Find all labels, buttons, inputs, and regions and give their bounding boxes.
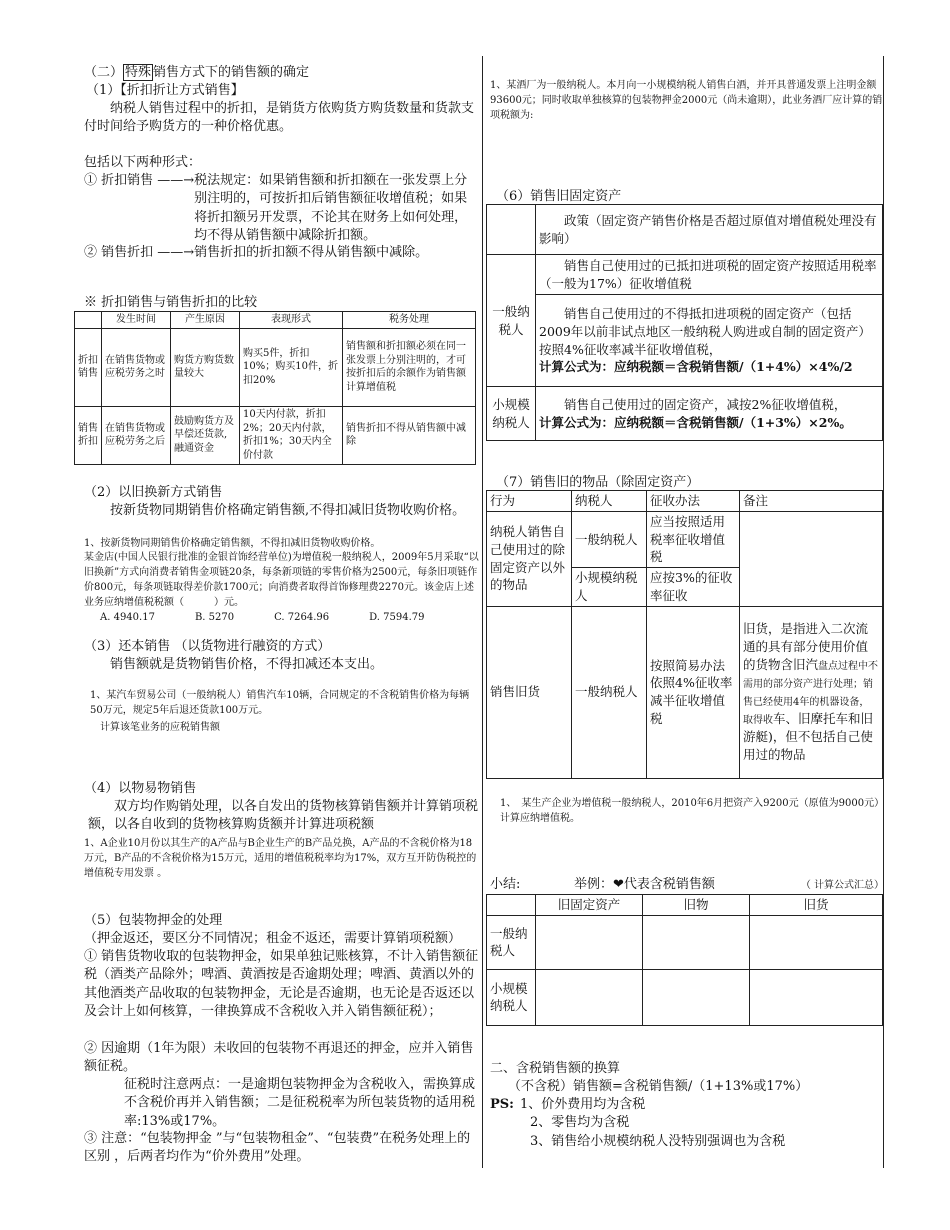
list-item: 3、销售给小规模纳税人没特别强调也为含税 <box>530 1133 786 1149</box>
table-header: 旧货 <box>750 895 883 916</box>
table-cell <box>536 915 643 969</box>
packaging-note: 征税时注意两点：一是逾期包装物押金为含税收入，需换算成不含税价再并入销售额；二是征税税率为所包装货物的适用税率:13%或17%。 <box>124 1077 476 1129</box>
table-row <box>487 895 883 916</box>
note-text-a: 旧货，是指进入二次流通的具有部分使用价值的货物含旧汽 <box>743 621 869 672</box>
ps-label: PS: <box>490 1097 514 1112</box>
example-options <box>100 610 460 625</box>
table-header: 税务处理 <box>343 312 476 329</box>
action-cell: 销售旧货 <box>487 606 572 778</box>
example-trade-in-rule: 1、按新货物同期销售价格确定销售额，不得扣减旧货物收购价格。 <box>84 538 381 549</box>
small-rule-formula: 计算公式为：应纳税额＝含税销售额/（1+3%）×2%。 <box>539 414 852 430</box>
highlight-box: 特殊 <box>125 65 152 80</box>
option-b: B. 5270 <box>194 612 235 623</box>
table-row <box>487 915 883 969</box>
table-row <box>75 328 476 406</box>
packaging-intro: （押金返还，要区分不同情况；租金不返还，需要计算销项税额） <box>84 931 462 946</box>
table-cell: 销售折扣不得从销售额中减除 <box>343 406 476 464</box>
small-rule-cell <box>536 387 883 441</box>
table-cell: 销售额和折扣额必须在同一张发票上分别注明的，才可按折扣后的余额作为销售额计算增值税 <box>343 328 476 406</box>
old-fixed-assets-title: （6）销售旧固定资产 <box>496 189 622 204</box>
table-cell: 购买5件，折扣10%；购买10件，折扣20% <box>240 328 343 406</box>
note-cell <box>740 511 883 606</box>
method-cell: 应当按照适用税率征收增值税 <box>647 511 740 567</box>
old-goods-title: （7）销售旧的物品（除固定资产） <box>496 475 700 490</box>
conversion-formula: （不含税）销售额=含税销售额/（1+13%或17%） <box>508 1079 809 1094</box>
example-barter: 1、A企业10月份以其生产的A产品与B企业生产的B产品兑换，A产品的不含税价格为18万元，B产品的不含税价格为15万元，适用的增值税税率均为17%，双方互开防伪税控的增值税专用发票 。 <box>84 838 477 879</box>
action-cell: 纳税人销售自己使用过的除固定资产以外的物品 <box>487 511 572 606</box>
table-header: 行为 <box>487 491 572 512</box>
table-row <box>487 969 883 1025</box>
discount-title: （1）【折扣折让方式销售】 <box>86 83 244 98</box>
payer-cell: 小规模纳税人 <box>572 568 647 607</box>
column-divider-left <box>482 56 483 1168</box>
barter-desc: 双方均作购销处理，以各自发出的货物核算销售额并计算销项税额，以各自收到的货物核算购货额并计算进项税额 <box>88 799 479 833</box>
table-row <box>487 255 883 295</box>
list-item: 2、零售均为含税 <box>530 1115 630 1131</box>
table-header: 发生时间 <box>102 312 171 329</box>
table-cell: 在销售货物或应税劳务之时 <box>102 328 171 406</box>
general-rule-2-cell <box>536 295 883 387</box>
table-cell: 购货方购货数量较大 <box>171 328 240 406</box>
table-row <box>487 491 883 512</box>
item-sales-discount: ② 销售折扣 ——→ 销售折扣的折扣额不得从销售额中减除。 <box>84 245 429 260</box>
option-d: D. 7594.79 <box>369 612 425 623</box>
example-trade-in: 某金店(中国人民银行批准的金银首饰经营单位)为增值税一般纳税人，2009年5月采取“以旧换新”方式向消费者销售金项链20条，每条新项链的零售价格为2500元，每条旧项链作价800元，每条项链取得差价款1700元；向消费者取得首饰修理费2270元。该金店上述业务应纳增值税税额（ ）元。 <box>84 552 479 608</box>
table-cell: 鼓励购货方及早偿还货款,融通资金 <box>171 406 240 464</box>
table-cell <box>750 969 883 1025</box>
item-discount-sale: ① 折扣销售 ——→ 税法规定：如果销售额和折扣额在一张发票上分别注明的，可按折扣后销售额征收增值税；如果将折扣额另开发票，不论其在财务上如何处理，均不得从销售额中减除折扣额。 <box>84 173 468 244</box>
general-rule-1: 销售自己使用过的已抵扣进项税的固定资产按照适用税率（一般为17%）征收增值税 <box>536 255 883 295</box>
summary-formula-note: （ 计算公式汇总） <box>800 880 884 891</box>
forms-intro: 包括以下两种形式： <box>84 155 202 170</box>
general-rule-2: 销售自己使用过的不得抵扣进项税的固定资产（包括2009年以前非试点地区一般纳税人购进或自制的固定资产）按照4%征收率减半征收增值税， <box>539 306 871 357</box>
table-row <box>487 511 883 567</box>
table-header: 表现形式 <box>240 312 343 329</box>
note-cell <box>740 606 883 778</box>
compare-title: ※ 折扣销售与销售折扣的比较 <box>84 295 258 310</box>
table-row <box>487 387 883 441</box>
section-title-special-sales: （二） 特殊 销售方式下的销售额的确定 <box>84 65 310 80</box>
table-header: 征收办法 <box>647 491 740 512</box>
packaging-item-1: ① 销售货物收取的包装物押金，如果单独记账核算，不计入销售额征税（酒类产品除外；啤酒、黄酒按是否逾期处理；啤酒、黄酒以外的其他酒类产品收取的包装物押金，无论是否逾期，也无论是否返还以及会计上如何核算，一律换算成不含税收入并入销售额征税）； <box>84 949 479 1020</box>
table-cell <box>536 969 643 1025</box>
tax-inclusive-conversion-title: 二、含税销售额的换算 <box>490 1061 621 1076</box>
note-text-b: 盘点过程中不需用的部分资产进行处理；销售已经使用4年的机器设备，取得收 <box>743 660 879 727</box>
list-item: 1、价外费用均为含税 <box>520 1097 646 1112</box>
table-row <box>75 406 476 464</box>
table-cell: 10天内付款，折扣2%；20天内付款，折扣1%；30天内全价付款 <box>240 406 343 464</box>
table-cell: 小规模纳税人 <box>487 969 536 1025</box>
summary-label: 小结: <box>490 877 521 892</box>
table-header: 旧物 <box>643 895 750 916</box>
summary-example: 举例：❤代表含税销售额 <box>574 877 715 892</box>
trade-in-desc: 按新货物同期销售价格确定销售额,不得扣减旧货物收购价格。 <box>110 503 466 518</box>
method-cell: 按照简易办法依照4%征收率减半征收增值税 <box>647 606 740 778</box>
summary-header <box>490 876 884 894</box>
repayment-desc: 销售额就是货物销售价格，不得扣减还本支出。 <box>110 657 384 672</box>
small-rule: 销售自己使用过的固定资产，减按2%征收增值税， <box>564 396 847 412</box>
table-header: 旧固定资产 <box>536 895 643 916</box>
example-asset-sale: 1、 某生产企业为增值税一般纳税人，2010年6月把资产入9200元（原值为9000元）计算应纳增值税。 <box>500 798 880 824</box>
example-liquor: 1、某酒厂为一般纳税人。本月向一小规模纳税人销售白酒，并开具普通发票上注明金额93600元；同时收取单独核算的包装物押金2000元（尚未逾期），此业务酒厂应计算的销项税额为: <box>490 80 883 121</box>
option-c: C. 7264.96 <box>274 612 330 623</box>
table-cell: 一般纳税人 <box>487 915 536 969</box>
ps-block <box>490 1096 785 1151</box>
table-cell <box>487 895 536 916</box>
table-cell <box>487 205 536 255</box>
packaging-item-3: ③ 注意：“包装物押金 ”与“包装物租金”、“包装费”在税务处理上的区别 ，后两者均作为“价外费用”处理。 <box>84 1131 471 1165</box>
table-cell <box>643 915 750 969</box>
column-divider-right <box>883 56 884 1168</box>
example-repayment: 1、某汽车贸易公司（一般纳税人）销售汽车10辆，合同规定的不含税销售价格为每辆50万元，规定5年后退还货款100万元。 <box>90 690 470 716</box>
policy-cell: 政策（固定资产销售价格是否超过原值对增值税处理没有影响） <box>536 205 883 255</box>
table-header: 纳税人 <box>572 491 647 512</box>
repayment-title: （3）还本销售 （以货物进行融资的方式） <box>84 639 331 654</box>
note-text-c: 车、旧摩托车和旧游艇)，但不包括自己使用过的物品 <box>743 711 874 763</box>
option-a: A. 4940.17 <box>100 612 155 623</box>
payer-cell: 一般纳税人 <box>572 511 647 567</box>
table-row <box>75 312 476 329</box>
table-cell: 折扣销售 <box>75 328 102 406</box>
old-fixed-assets-table <box>486 204 883 441</box>
general-rule-2-formula: 计算公式为：应纳税额＝含税销售额/（1+4%）×4%/2 <box>539 359 853 375</box>
table-cell <box>643 969 750 1025</box>
general-taxpayer-label: 一般纳税人 <box>487 255 536 387</box>
table-cell: 销售折扣 <box>75 406 102 464</box>
discount-desc: 纳税人销售过程中的折扣，是销货方依购货方购货数量和货款支付时间给予购货方的一种价格优惠。 <box>84 101 475 135</box>
packaging-title: （5）包装物押金的处理 <box>84 913 223 928</box>
table-cell: 在销售货物或应税劳务之后 <box>102 406 171 464</box>
table-row <box>487 606 883 778</box>
summary-table <box>486 894 883 1026</box>
table-row <box>487 205 883 255</box>
table-cell <box>75 312 102 329</box>
small-taxpayer-label: 小规模纳税人 <box>487 387 536 441</box>
barter-title: （4）以物易物销售 <box>84 781 197 796</box>
table-header: 产生原因 <box>171 312 240 329</box>
method-cell: 应按3%的征收率征收 <box>647 568 740 607</box>
table-header: 备注 <box>740 491 883 512</box>
old-goods-table <box>486 490 883 779</box>
trade-in-title: （2）以旧换新方式销售 <box>84 485 223 500</box>
payer-cell: 一般纳税人 <box>572 606 647 778</box>
example-repayment-question: 计算该笔业务的应税销售额 <box>100 722 220 733</box>
compare-table <box>74 311 476 465</box>
table-cell <box>750 915 883 969</box>
table-row <box>487 295 883 387</box>
packaging-item-2: ② 因逾期（1年为限）未收回的包装物不再退还的押金，应并入销售额征税。 <box>84 1041 474 1075</box>
